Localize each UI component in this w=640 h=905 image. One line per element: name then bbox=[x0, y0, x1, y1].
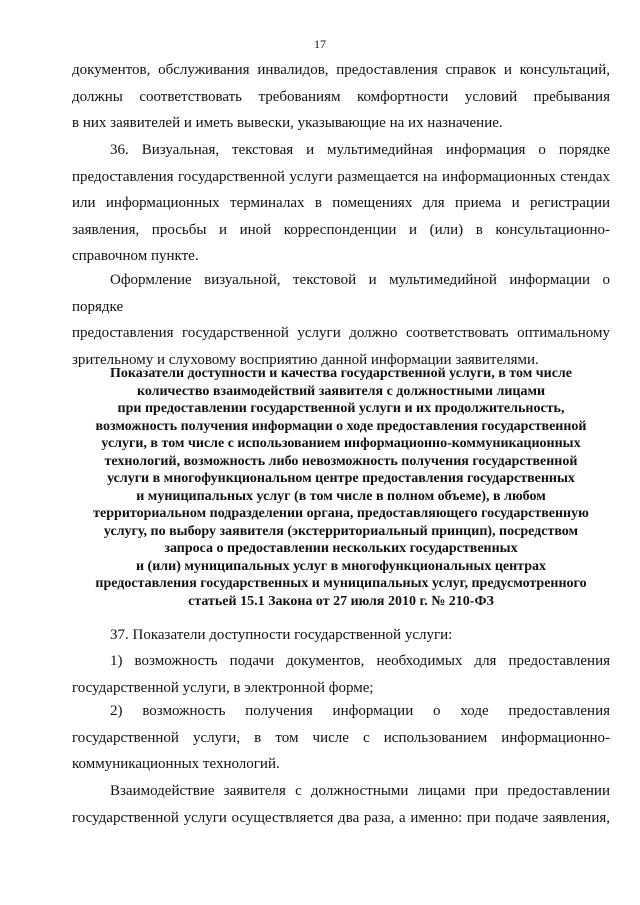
heading-line: количество взаимодействий заявителя с должностными лицами bbox=[136, 383, 546, 399]
text-line: 2) возможность получения информации о ходе предоставления bbox=[110, 703, 610, 719]
heading-line: услуги, в том числе с использованием информационно-коммуникационных bbox=[101, 436, 581, 451]
text-line: предоставления государственной услуги размещается на информационных стендах bbox=[72, 168, 610, 185]
paragraph-interaction bbox=[72, 778, 610, 831]
heading-line: технологий, возможность либо невозможность получения государственной bbox=[104, 453, 578, 469]
heading-line: предоставления государственных и муниципальных услуг, предусмотренного bbox=[95, 576, 587, 591]
heading-line: и (или) муниципальных услуг в многофункциональных центрах bbox=[135, 558, 547, 574]
heading-line: статьей 15.1 Закона от 27 июля 2010 г. № 210-ФЗ bbox=[188, 593, 494, 609]
heading-line: запроса о предоставлении нескольких государственных bbox=[164, 541, 518, 556]
heading-line: территориальном подразделении органа, предоставляющего государственную bbox=[93, 506, 589, 521]
heading-line: услуги в многофункциональном центре предоставления государственных bbox=[107, 471, 575, 486]
text-line: документов, обслуживания инвалидов, предоставления справок и консультаций, bbox=[72, 62, 610, 78]
paragraph-37 bbox=[72, 622, 610, 649]
paragraph-requirements bbox=[72, 57, 610, 137]
heading-line: возможность получения информации о ходе предоставления государственной bbox=[95, 418, 587, 434]
list-item-1 bbox=[72, 648, 610, 701]
text-line: государственной услуги, в том числе с использованием информационно- bbox=[72, 729, 610, 746]
paragraph-36 bbox=[72, 137, 610, 270]
text-line: заявления, просьбы и иной корреспонденции и (или) в консультационно- bbox=[72, 221, 610, 238]
text-line: или информационных терминалах в помещениях для приема и регистрации bbox=[72, 195, 610, 211]
heading-line: и муниципальных услуг (в том числе в полном объеме), в любом bbox=[136, 488, 546, 504]
paragraph-information-design bbox=[72, 267, 610, 373]
text-line: Взаимодействие заявителя с должностными лицами при предоставлении bbox=[110, 783, 610, 799]
heading-line: Показатели доступности и качества государственной услуги, в том числе bbox=[109, 366, 572, 381]
text-line: справочном пункте. bbox=[72, 248, 199, 264]
text-line: должны соответствовать требованиям комфортности условий пребывания bbox=[72, 88, 610, 105]
text-line: в них заявителей и иметь вывески, указывающие на их назначение. bbox=[72, 115, 503, 131]
heading-line: при предоставлении государственной услуги и их продолжительность, bbox=[117, 401, 565, 416]
section-heading bbox=[72, 365, 610, 610]
text-line: Оформление визуальной, текстовой и мультимедийной информации о порядке bbox=[72, 272, 610, 315]
text-line: коммуникационных технологий. bbox=[72, 756, 280, 772]
text-line: государственной услуги, в электронной форме; bbox=[72, 679, 374, 696]
text-line: зрительному и слуховому восприятию данной информации заявителями. bbox=[72, 351, 539, 368]
text-line: государственной услуги осуществляется два раза, а именно: при подаче заявления, bbox=[72, 809, 610, 826]
text-line: 1) возможность подачи документов, необходимых для предоставления bbox=[110, 653, 610, 669]
text-line: 36. Визуальная, текстовая и мультимедийная информация о порядке bbox=[110, 142, 610, 158]
text-line: предоставления государственной услуги должно соответствовать оптимальному bbox=[72, 325, 610, 341]
heading-line: услугу, по выбору заявителя (экстерриториальный принцип), посредством bbox=[103, 523, 579, 539]
text-line: 37. Показатели доступности государственной услуги: bbox=[110, 627, 453, 643]
page-number: 17 bbox=[314, 37, 326, 51]
list-item-2 bbox=[72, 698, 610, 778]
